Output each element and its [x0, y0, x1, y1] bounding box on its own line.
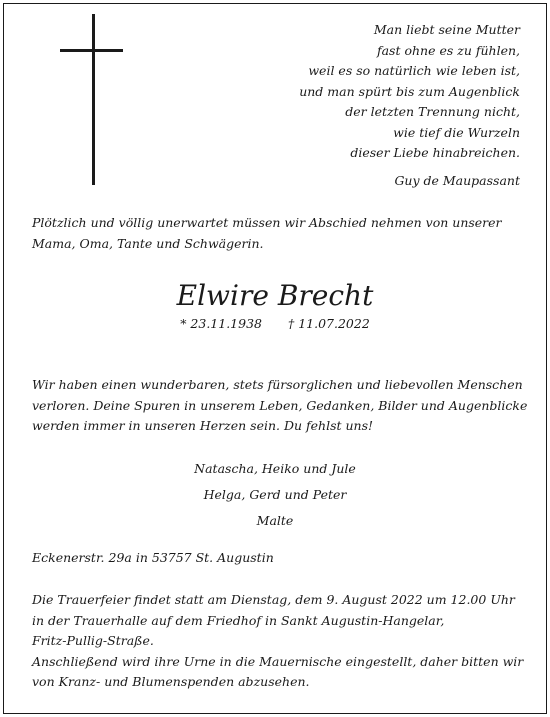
funeral-text [32, 590, 523, 693]
poem-line: dieser Liebe hinabreichen. [350, 145, 520, 160]
life-dates [0, 315, 550, 333]
poem-line: der letzten Trennung nicht, [345, 104, 520, 119]
message-text [32, 375, 527, 437]
poem-line: fast ohne es zu fühlen, [376, 42, 520, 58]
poem-author: Guy de Maupassant [394, 172, 520, 188]
funeral-line: Fritz-Pullig-Straße. [32, 633, 154, 648]
intro-line: Mama, Oma, Tante und Schwägerin. [32, 235, 264, 251]
quote-poem [220, 20, 520, 191]
address-line: Eckenerstr. 29a in 53757 St. Augustin [32, 550, 274, 565]
poem-line: und man spürt bis zum Augenblick [299, 83, 520, 99]
family-line: Helga, Gerd und Peter [203, 487, 347, 502]
cross-horizontal-bar [60, 49, 123, 52]
address-text [32, 548, 274, 569]
intro-line: Plötzlich und völlig unerwartet müssen wir Abschied nehmen von unserer [32, 215, 502, 230]
family-line: Malte [256, 513, 294, 528]
message-line: verloren. Deine Spuren in unserem Leben, Gedanken, Bilder und Augenblicke [32, 397, 528, 413]
intro-text [32, 213, 502, 254]
funeral-line: Anschließend wird ihre Urne in die Mauernische eingestellt, daher bitten wir [32, 653, 524, 669]
birth-date: * 23.11.1938 [180, 316, 262, 331]
funeral-line: von Kranz- und Blumenspenden abzusehen. [32, 674, 310, 689]
family-line: Natascha, Heiko und Jule [194, 461, 356, 476]
poem-line: weil es so natürlich wie leben ist, [308, 63, 520, 78]
message-line: Wir haben einen wunderbaren, stets fürsorglichen und liebevollen Menschen [32, 377, 523, 392]
message-line: werden immer in unseren Herzen sein. Du fehlst uns! [32, 418, 374, 433]
funeral-line: Die Trauerfeier findet statt am Dienstag, dem 9. August 2022 um 12.00 Uhr [32, 592, 515, 607]
funeral-line: in der Trauerhalle auf dem Friedhof in Sankt Augustin-Hangelar, [32, 612, 445, 628]
death-date: † 11.07.2022 [288, 316, 370, 331]
family-signatures [0, 456, 550, 534]
cross-vertical-bar [92, 14, 95, 185]
deceased-name: Elwire Brecht [176, 279, 374, 312]
poem-line: Man liebt seine Mutter [373, 22, 520, 37]
poem-line: wie tief die Wurzeln [393, 124, 520, 140]
